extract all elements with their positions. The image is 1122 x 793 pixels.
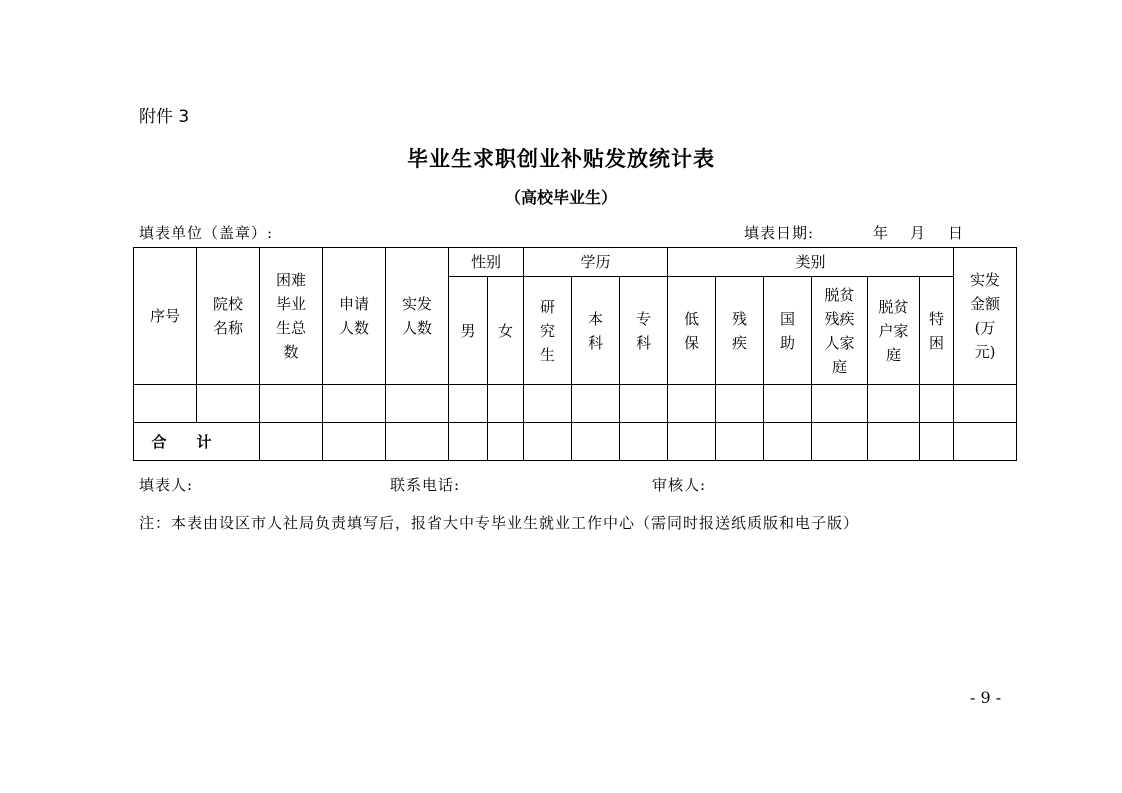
total-cell[interactable] <box>716 423 764 461</box>
total-cell[interactable] <box>386 423 449 461</box>
header-hardship-total: 困难 毕业 生总 数 <box>260 248 323 385</box>
header-poverty-disabled: 脱贫 残疾 人家 庭 <box>812 277 868 385</box>
header-disabled: 残 疾 <box>716 277 764 385</box>
header-graduate: 研 究 生 <box>524 277 572 385</box>
header-seq: 序号 <box>134 248 197 385</box>
page-title: 毕业生求职创业补贴发放统计表 <box>407 147 715 171</box>
table-cell[interactable] <box>620 385 668 423</box>
table-cell[interactable] <box>449 385 488 423</box>
table-row <box>134 385 1017 423</box>
header-amount: 实发 金额 (万 元) <box>954 248 1017 385</box>
header-state-aid: 国 助 <box>764 277 812 385</box>
table-cell[interactable] <box>716 385 764 423</box>
date-day-label: 日 <box>948 224 964 242</box>
header-bachelor: 本 科 <box>572 277 620 385</box>
date-year-label: 年 <box>873 224 889 242</box>
page-number: - 9 - <box>970 688 1002 707</box>
subsidy-statistics-table <box>133 247 1017 461</box>
total-cell[interactable] <box>260 423 323 461</box>
contact-phone-label: 联系电话: <box>390 476 461 494</box>
table-cell[interactable] <box>524 385 572 423</box>
header-female: 女 <box>488 277 524 385</box>
total-cell[interactable] <box>920 423 954 461</box>
table-cell[interactable] <box>323 385 386 423</box>
total-cell[interactable] <box>449 423 488 461</box>
table-cell[interactable] <box>812 385 868 423</box>
total-cell[interactable] <box>764 423 812 461</box>
reviewer-label: 审核人: <box>652 476 707 494</box>
page-subtitle: （高校毕业生） <box>504 188 617 207</box>
filling-date-label: 填表日期: <box>744 224 815 242</box>
table-cell[interactable] <box>764 385 812 423</box>
header-male: 男 <box>449 277 488 385</box>
header-education: 学历 <box>524 248 668 277</box>
attachment-label: 附件 3 <box>139 107 190 127</box>
table-cell[interactable] <box>668 385 716 423</box>
footnote: 注：本表由设区市人社局负责填写后，报省大中专毕业生就业工作中心（需同时报送纸质版和电子版） <box>139 514 860 532</box>
total-cell[interactable] <box>323 423 386 461</box>
table-cell[interactable] <box>488 385 524 423</box>
total-cell[interactable] <box>620 423 668 461</box>
total-cell[interactable] <box>524 423 572 461</box>
date-month-label: 月 <box>910 224 926 242</box>
table-cell[interactable] <box>134 385 197 423</box>
header-recipients: 实发 人数 <box>386 248 449 385</box>
header-school: 院校 名称 <box>197 248 260 385</box>
total-label: 合计 <box>134 423 260 461</box>
table-cell[interactable] <box>260 385 323 423</box>
table-cell[interactable] <box>572 385 620 423</box>
total-cell[interactable] <box>954 423 1017 461</box>
header-applicants: 申请 人数 <box>323 248 386 385</box>
header-category: 类别 <box>668 248 954 277</box>
header-low-income: 低 保 <box>668 277 716 385</box>
total-cell[interactable] <box>572 423 620 461</box>
table-cell[interactable] <box>954 385 1017 423</box>
table-cell[interactable] <box>197 385 260 423</box>
total-row <box>134 423 1017 461</box>
filler-label: 填表人: <box>139 476 194 494</box>
header-special-hardship: 特 困 <box>920 277 954 385</box>
total-cell[interactable] <box>812 423 868 461</box>
total-cell[interactable] <box>488 423 524 461</box>
header-associate: 专 科 <box>620 277 668 385</box>
table-cell[interactable] <box>920 385 954 423</box>
header-poverty-household: 脱贫 户家 庭 <box>868 277 920 385</box>
table-cell[interactable] <box>386 385 449 423</box>
total-cell[interactable] <box>868 423 920 461</box>
filling-unit-label: 填表单位（盖章）: <box>139 224 274 242</box>
header-gender: 性别 <box>449 248 524 277</box>
total-cell[interactable] <box>668 423 716 461</box>
table-cell[interactable] <box>868 385 920 423</box>
